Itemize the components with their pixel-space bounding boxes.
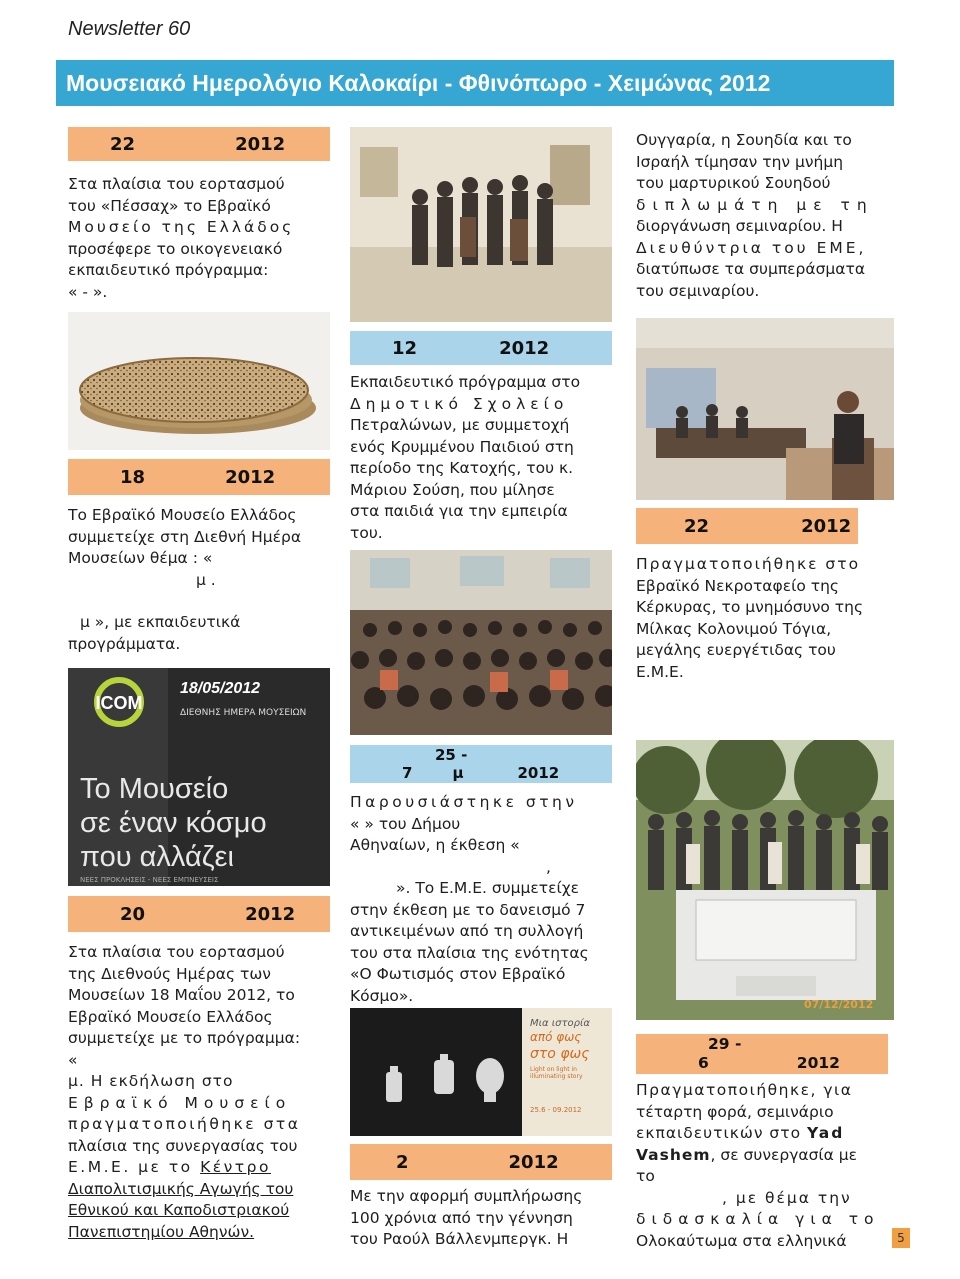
date-box-18 [68, 459, 330, 495]
date-line2a: 7 [402, 764, 413, 782]
poster-dates: 25.6 - 09.2012 [530, 1106, 582, 1114]
poster-line: σε έναν κόσμο [80, 807, 267, 839]
text-line: Κέρκυρας, το μνημόσυνο της [636, 598, 864, 616]
newsletter-label: Newsletter 60 [68, 18, 191, 40]
date-box-29 [636, 1034, 888, 1074]
text-line: Πραγματοποιήθηκε, για [636, 1081, 853, 1099]
date-box-22b [636, 508, 858, 544]
text-line: ενός Κρυμμένου Παιδιού στη [350, 437, 574, 456]
text-line: Μίλκας Κολονιμού Τόγια, [636, 619, 832, 638]
text-line: , σε συνεργασία με [710, 1145, 858, 1164]
page-number: 5 [892, 1228, 910, 1248]
poster-caption: ΔΙΕΘΝΗΣ ΗΜΕΡΑ ΜΟΥΣΕΙΩΝ [180, 708, 307, 718]
text-line: εκπαιδευτικό πρόγραμμα: [68, 261, 269, 279]
text-line: Ε.Μ.Ε. [636, 662, 684, 681]
museum-day-program-text [68, 942, 330, 1243]
text-line: προσέφερε το οικογενειακό [68, 239, 283, 258]
text-line: Διευθύντρια του ΕΜΕ, [636, 238, 867, 257]
poster-line: Το Μουσείο [80, 773, 229, 805]
text-line: του στα πλαίσια της ενότητας [350, 943, 589, 962]
text-line: στην έκθεση με το δανεισμό 7 [350, 900, 586, 919]
text-line: του «Πέσσαχ» το Εβραϊκό [68, 196, 271, 215]
text-line: εκπαιδευτικών στο [636, 1124, 802, 1142]
text-line: συμμετείχε με το πρόγραμμα: [68, 1029, 301, 1047]
text-line: τέταρτη φορά, σεμινάριο [636, 1102, 834, 1121]
passover-text [68, 174, 330, 303]
text-line: διοργάνωση σεμιναρίου. Η [636, 217, 843, 235]
seminar-speaker-photo [636, 318, 894, 500]
date-day: 12 [392, 337, 418, 359]
date-box-20 [68, 896, 330, 932]
text-line: Εβραϊκό Μουσείο Ελλάδος [68, 1007, 273, 1026]
poster-line: που αλλάζει [80, 841, 234, 873]
text-line [68, 591, 330, 612]
cemetery-group-photo [636, 740, 894, 1020]
text-line: της Διεθνούς Ημέρας των [68, 964, 271, 983]
date-year: 2012 [517, 764, 560, 782]
poster-line3: στο φως [530, 1046, 590, 1062]
text-line: αντικειμένων από τη συλλογή [350, 922, 584, 940]
date-line1: 25 - [435, 746, 468, 764]
text-line: , [546, 857, 551, 876]
date-box-25 [350, 745, 612, 783]
seminar-room-illustration [350, 127, 612, 322]
date-day: 2 [396, 1151, 409, 1173]
date-day: 18 [120, 466, 146, 488]
date-year: 2012 [235, 133, 286, 155]
center-link[interactable]: Διαπολιτισμικής Αγωγής του [68, 1179, 294, 1198]
center-link[interactable]: Πανεπιστημίου Αθηνών. [68, 1222, 255, 1241]
date-year: 2012 [225, 466, 276, 488]
text-line: διατύπωσε τα συμπεράσματα [636, 260, 866, 278]
museum-day-text [68, 505, 330, 655]
date-line2: 6 [698, 1054, 709, 1072]
text-line: Εβραϊκό Μουσείο [68, 1093, 292, 1112]
text-line: διπλωμάτη με τη [636, 195, 874, 214]
poster-sub: Light on light in illuminating story [530, 1066, 583, 1080]
corfu-memorial-text [636, 554, 894, 683]
text-line: διδασκαλία για το [636, 1210, 880, 1228]
date-box-2 [350, 1144, 612, 1180]
text-line: Στα πλαίσια του εορτασμού [68, 175, 285, 193]
exhibition-text [350, 792, 612, 1007]
date-box-12 [350, 331, 612, 365]
text-line: Πετραλώνων, με συμμετοχή [350, 416, 570, 434]
matzah-illustration [68, 312, 330, 450]
text-line: Πραγματοποιήθηκε στο [636, 555, 861, 573]
text-line: μ », με εκπαιδευτικά [80, 613, 241, 631]
text-line: Μουσείων 18 Μαΐου 2012, το [68, 986, 295, 1004]
date-year: 2012 [801, 515, 852, 537]
text-line: « » του Δήμου [350, 814, 461, 833]
text-line: Εβραϊκό Νεκροταφείο της [636, 576, 840, 595]
yad-text: Yad [807, 1124, 845, 1142]
text-line: Παρουσιάστηκε στην [350, 793, 578, 811]
date-line1: 29 - [708, 1035, 742, 1053]
center-link[interactable]: Κέντρο [200, 1158, 271, 1176]
date-year: 2012 [508, 1151, 559, 1173]
text-line: συμμετείχε στη Διεθνή Ημέρα [68, 527, 302, 546]
seminar-room-photo [350, 127, 612, 322]
text-line: Μουσείο της Ελλάδος [68, 218, 295, 236]
matzah-photo [68, 312, 330, 450]
yad-vashem-text [636, 1080, 890, 1252]
text-line: Ουγγαρία, η Σουηδία και το [636, 131, 852, 149]
text-line: 100 χρόνια από την γέννηση [350, 1208, 573, 1227]
text-line: προγράμματα. [68, 634, 181, 653]
text-line: Αθηναίων, η έκθεση « [350, 836, 520, 854]
text-line: Δημοτικό Σχολείο [350, 394, 569, 413]
date-day: 22 [110, 133, 136, 155]
text-line: Στα πλαίσια του εορτασμού [68, 943, 285, 961]
text-line: του Ραούλ Βάλλενμπεργκ. Η [350, 1230, 569, 1248]
text-line: Με την αφορμή συμπλήρωσης [350, 1187, 583, 1205]
audience-illustration [350, 550, 612, 735]
text-line: πραγματοποιήθηκε στα [68, 1115, 301, 1133]
text-line: ». Το Ε.Μ.Ε. συμμετείχε [396, 879, 580, 897]
date-year: 2012 [245, 903, 296, 925]
poster-line1: Μια ιστορία [530, 1018, 590, 1029]
poster-sub: ΝΕΕΣ ΠΡΟΚΛΗΣΕΙΣ - ΝΕΕΣ ΕΜΠΝΕΥΣΕΙΣ [80, 876, 219, 884]
poster-date: 18/05/2012 [180, 680, 261, 697]
date-box-22 [68, 127, 330, 161]
center-link[interactable]: Εθνικού και Καποδιστριακού [68, 1201, 290, 1219]
text-line: περίοδο της Κατοχής, του κ. [350, 459, 574, 477]
poster-headline [80, 772, 267, 874]
speaker-illustration [636, 318, 894, 500]
text-line: του. [350, 523, 383, 542]
date-year: 2012 [796, 1054, 840, 1072]
icom-logo [74, 674, 164, 734]
text-line: μ . [196, 570, 216, 589]
text-line: Ισραήλ τίμησαν την μνήμη [636, 152, 844, 171]
text-line: Εκπαιδευτικό πρόγραμμα στο [350, 373, 581, 391]
text-line: Το Εβραϊκό Μουσείο Ελλάδος [68, 506, 297, 524]
cemetery-illustration [636, 740, 894, 1020]
text-line: Ε.Μ.Ε. με το [68, 1158, 193, 1176]
light-exhibition-poster [350, 1008, 612, 1136]
photo-date-stamp: 07/12/2012 [804, 998, 874, 1011]
date-year: 2012 [499, 337, 550, 359]
text-line: στα παιδιά για την εμπειρία [350, 502, 568, 520]
text-line: του μαρτυρικού Σουηδού [636, 174, 831, 192]
school-program-text [350, 372, 612, 544]
text-line: Κόσμο». [350, 986, 414, 1005]
icom-poster [68, 668, 330, 886]
date-line2b: μ [452, 764, 464, 782]
text-line: του σεμιναρίου. [636, 281, 760, 300]
page-title: Μουσειακό Ημερολόγιο Καλοκαίρι - Φθινόπωρο - Χειμώνας 2012 [66, 69, 771, 96]
wallenberg-text [350, 1186, 612, 1251]
icom-logo-text: ICOM [95, 693, 143, 713]
text-line: πλαίσια της συνεργασίας του [68, 1136, 298, 1155]
school-audience-photo [350, 550, 612, 735]
text-line: «Ο Φωτισμός στον Εβραϊκό [350, 965, 566, 983]
page-title-banner [56, 60, 894, 106]
date-day: 20 [120, 903, 146, 925]
wallenberg-continued-text [636, 130, 894, 302]
text-line: « [68, 1050, 78, 1069]
date-day: 22 [684, 515, 710, 537]
text-line: Μάριου Σούση, που μίλησε [350, 480, 555, 499]
text-line: μ. Η εκδήλωση στο [68, 1072, 234, 1090]
poster-line2: από φως [530, 1030, 582, 1044]
text-line: , με θέμα την [722, 1188, 852, 1207]
vashem-text: Vashem [636, 1145, 711, 1164]
text-line: μεγάλης ευεργέτιδας του [636, 641, 836, 659]
text-line: Ολοκαύτωμα στα ελληνικά [636, 1231, 847, 1250]
text-line: το [636, 1167, 655, 1185]
text-line: Μουσείων θέμα : « [68, 549, 213, 567]
text-line: « - ». [68, 282, 108, 301]
